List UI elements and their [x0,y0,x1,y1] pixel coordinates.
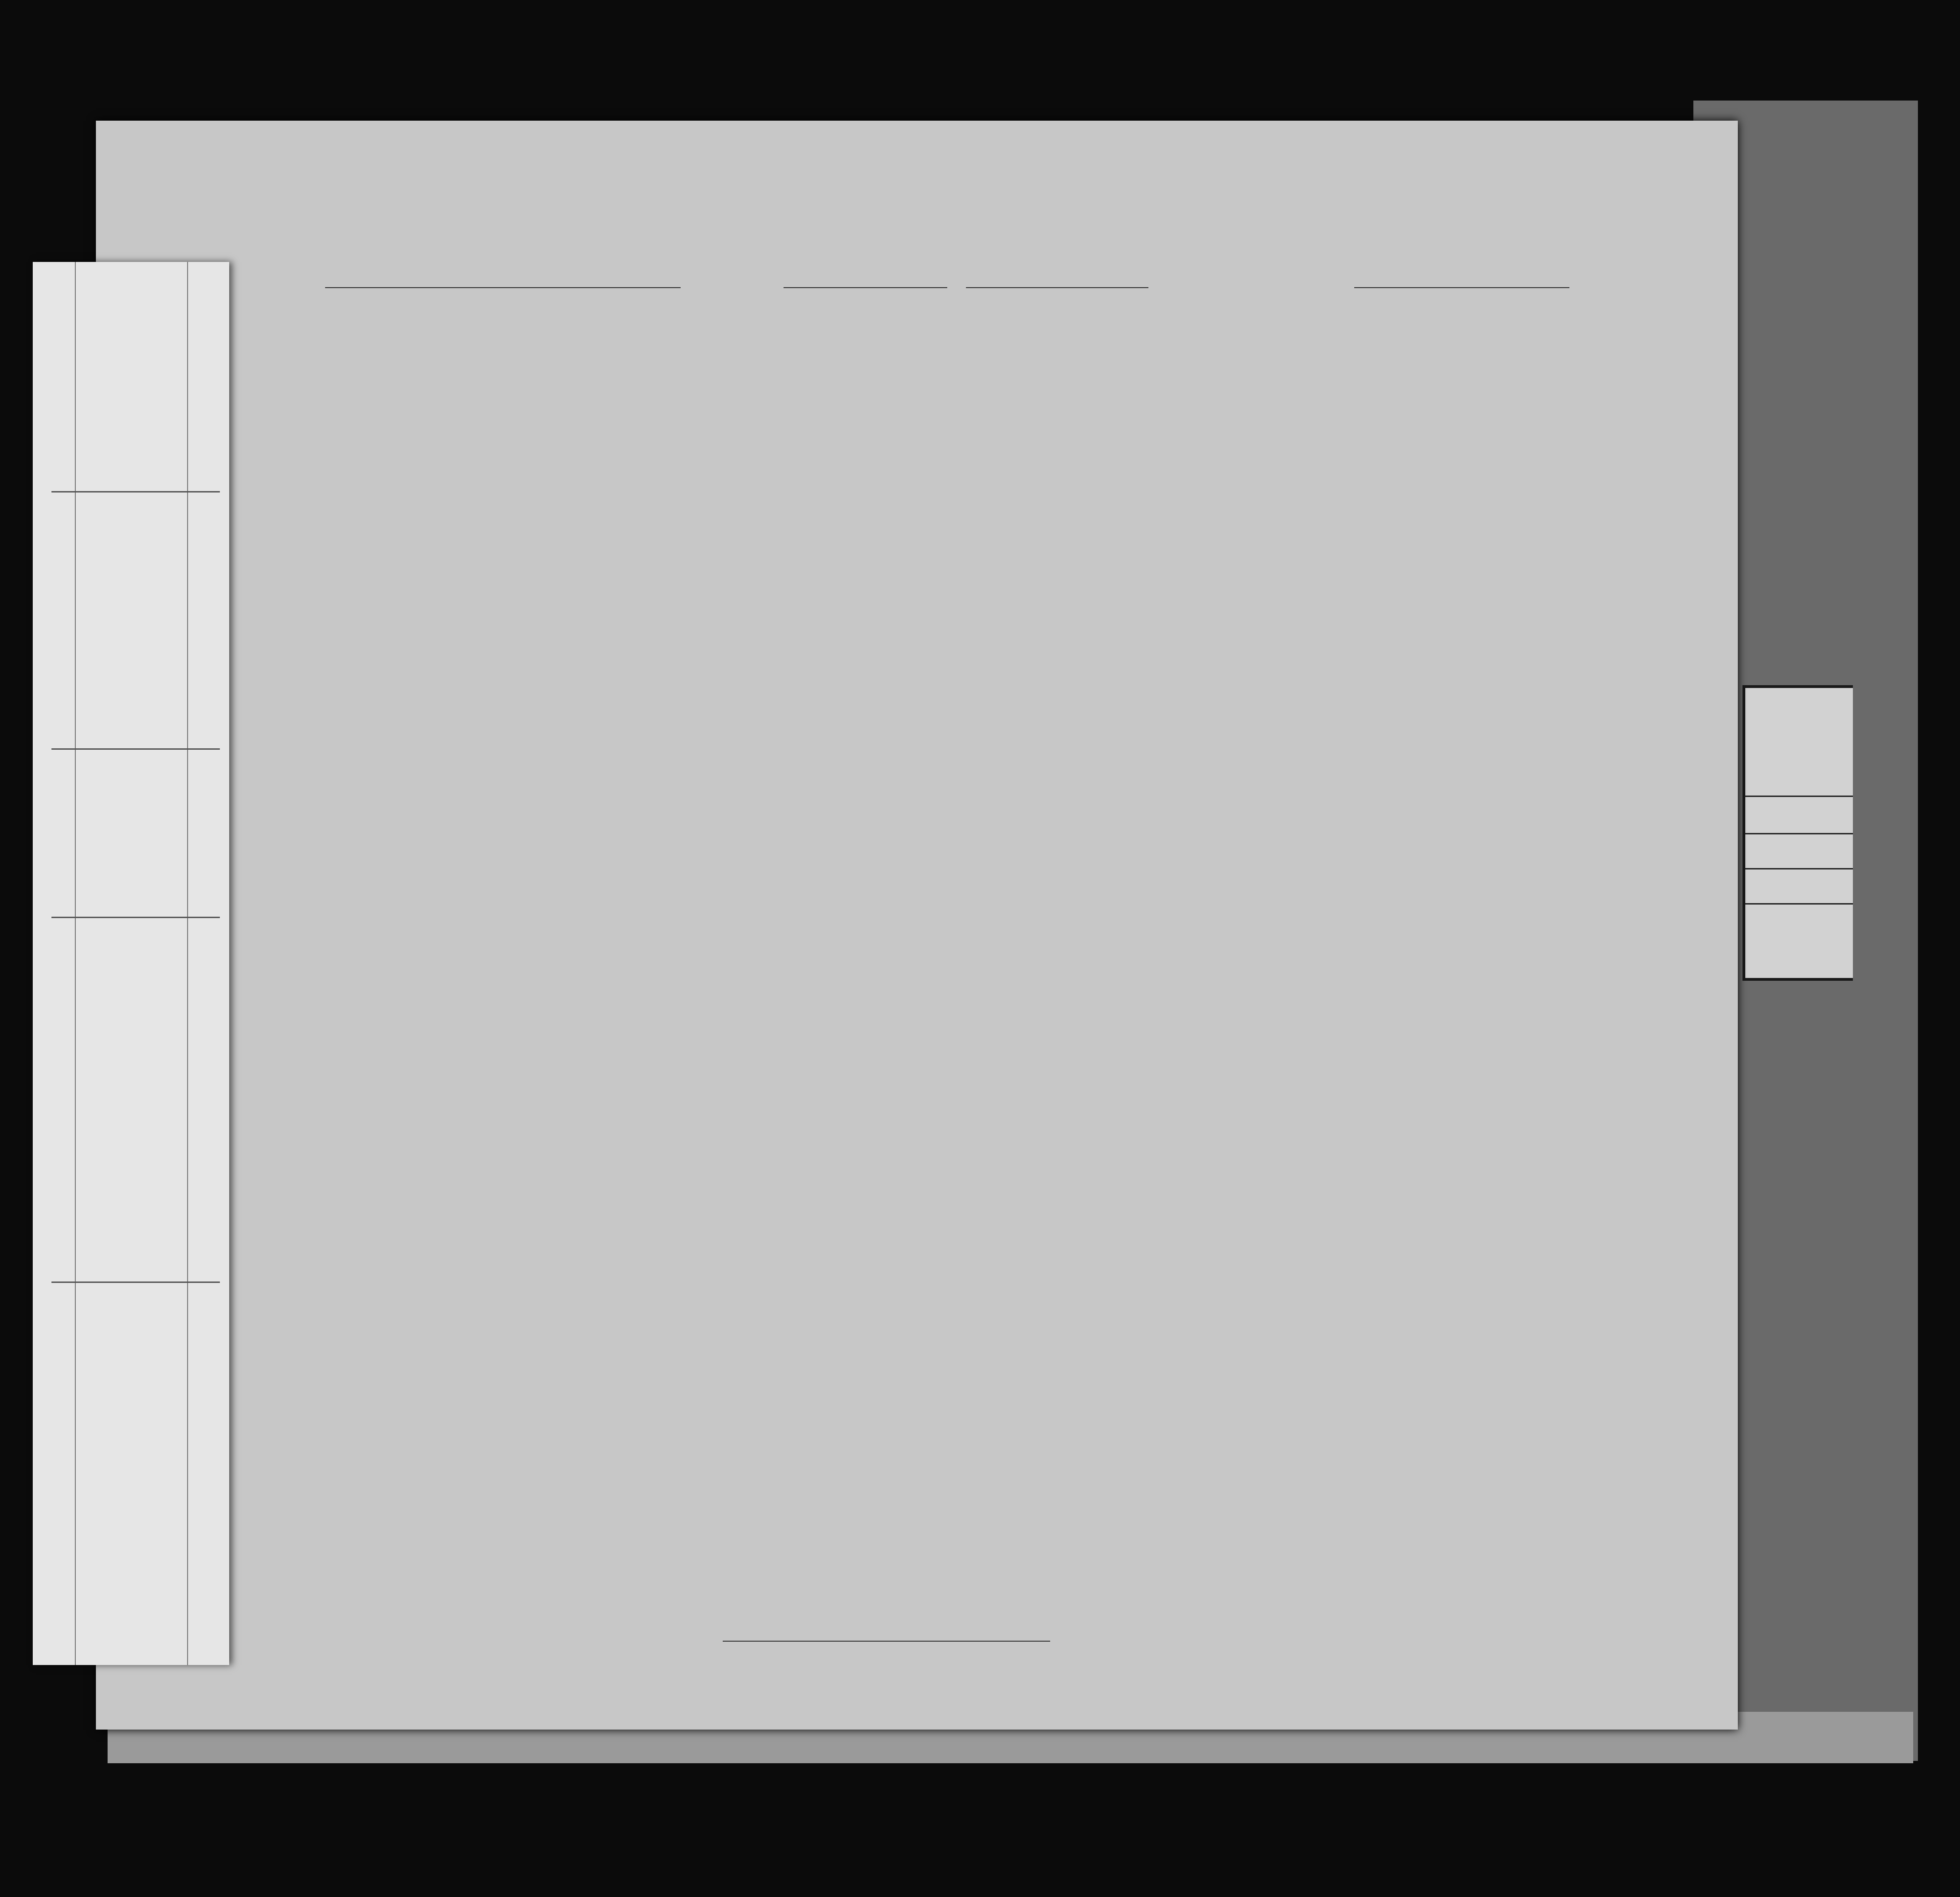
underline [966,287,1148,288]
manifest-page [96,121,1738,1730]
underline [325,287,681,288]
left-overlay-sheet [33,262,229,1665]
overlay-line [187,262,188,1665]
overlay-line [75,262,76,1665]
crew-table [218,310,1789,1423]
overlay-line [51,748,220,750]
underline [784,287,947,288]
overlay-line [51,917,220,918]
underline [723,1641,1050,1642]
overlay-line [51,491,220,492]
overlay-line [51,1282,220,1283]
underline [1354,287,1569,288]
